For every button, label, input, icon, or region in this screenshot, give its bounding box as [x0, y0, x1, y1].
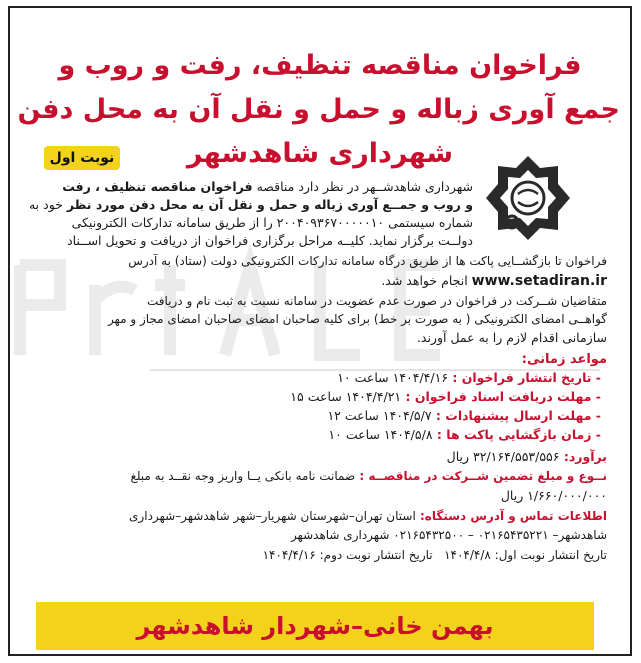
body-line-4: دولــت برگزار نماید. کلیــه مراحل برگزاری فراخوان از دریافت و تحویل اســناد — [67, 233, 473, 248]
body-line-5: فراخوان تا بازگشــایی پاکت ها از طریق درگاه سامانه تدارکات الکترونیکی دولت (ستاد) به آدرس — [128, 254, 607, 268]
body-line-3: شماره سیستمی ۲۰۰۴۰۹۳۶۷۰۰۰۰۰۱۰ را از طریق سامانه تدارکات الکترونیکی — [71, 215, 473, 230]
first-turn-badge: نوبت اول — [44, 146, 120, 170]
setadiran-link[interactable]: www.setadiran.ir — [471, 273, 607, 289]
title-line-1: فراخوان مناقصه تنظیف، رفت و روب و — [58, 50, 582, 81]
body-line-9: سازمانی اقدام لازم را به عمل آورند. — [416, 330, 607, 345]
guarantee-amount: ۱/۶۶۰/۰۰۰/۰۰۰ ریال — [500, 488, 607, 503]
guarantee-row: نــوع و مبلغ تضمین شــرکت در مناقصــه : ضمانت نامه بانکی یــا واریز وجه نقــد به مبلغ — [130, 469, 607, 483]
schedule-item-offers: - مهلت ارسال پیشنهادات : ۱۴۰۴/۵/۷ ساعت ۱۲ — [327, 408, 601, 423]
title-line-2: جمع آوری زباله و حمل و نقل آن به محل دفن — [17, 94, 620, 125]
municipality-logo — [480, 150, 576, 246]
contact-phone-row: شاهدشهر– ۰۲۱۶۵۴۳۵۲۲۱ – ۰۲۱۶۵۴۳۲۵۰۰ شهرداری شاهدشهر — [290, 528, 607, 542]
body-line-8: گواهــی امضای الکترونیکی ( به صورت بر خط) برای کلیه صاحبان امضای صاحبان امضای مجاز و مهر — [107, 312, 607, 326]
schedule-item-publish: - تاریخ انتشار فراخوان : ۱۴۰۴/۴/۱۶ ساعت ۱۰ — [337, 370, 601, 385]
body-line-7: متقاضیان شــرکت در فراخوان در صورت عدم عضویت در سامانه نسبت به ثبت نام و دریافت — [146, 294, 607, 308]
body-line-2: و روب و جمــع آوری زباله و حمل و نقل آن به محل دفن مورد نظر خود به — [28, 197, 473, 212]
publish-dates-row: تاریخ انتشار نوبت اول: ۱۴۰۴/۴/۸ تاریخ انتشار نوبت دوم: ۱۴۰۴/۴/۱۶ — [262, 548, 607, 562]
schedule-heading: مواعد زمانی: — [521, 352, 607, 367]
schedule-item-docs: - مهلت دریافت اسناد فراخوان : ۱۴۰۴/۴/۲۱ ساعت ۱۵ — [290, 389, 601, 404]
body-line-1: شهرداری شاهدشــهر در نظر دارد مناقصه فراخوان مناقصه تنظیف ، رفت — [62, 179, 473, 194]
mayor-signature: بهمن خانی–شهردار شاهدشهر — [136, 612, 494, 640]
body-line-6: www.setadiran.ir انجام خواهد شد. — [381, 273, 607, 289]
estimate-row: برآورد: ۳۲/۱۶۴/۵۵۳/۵۵۶ ریال — [446, 449, 607, 464]
contact-row: اطلاعات تماس و آدرس دستگاه: استان تهران–شهرستان شهریار–شهر شاهدشهر–شهرداری — [129, 509, 607, 523]
title-line-3: شهرداری شاهدشهر — [186, 138, 454, 169]
schedule-item-opening: - زمان بازگشایی پاکت ها : ۱۴۰۴/۵/۸ ساعت ۱۰ — [328, 427, 601, 442]
